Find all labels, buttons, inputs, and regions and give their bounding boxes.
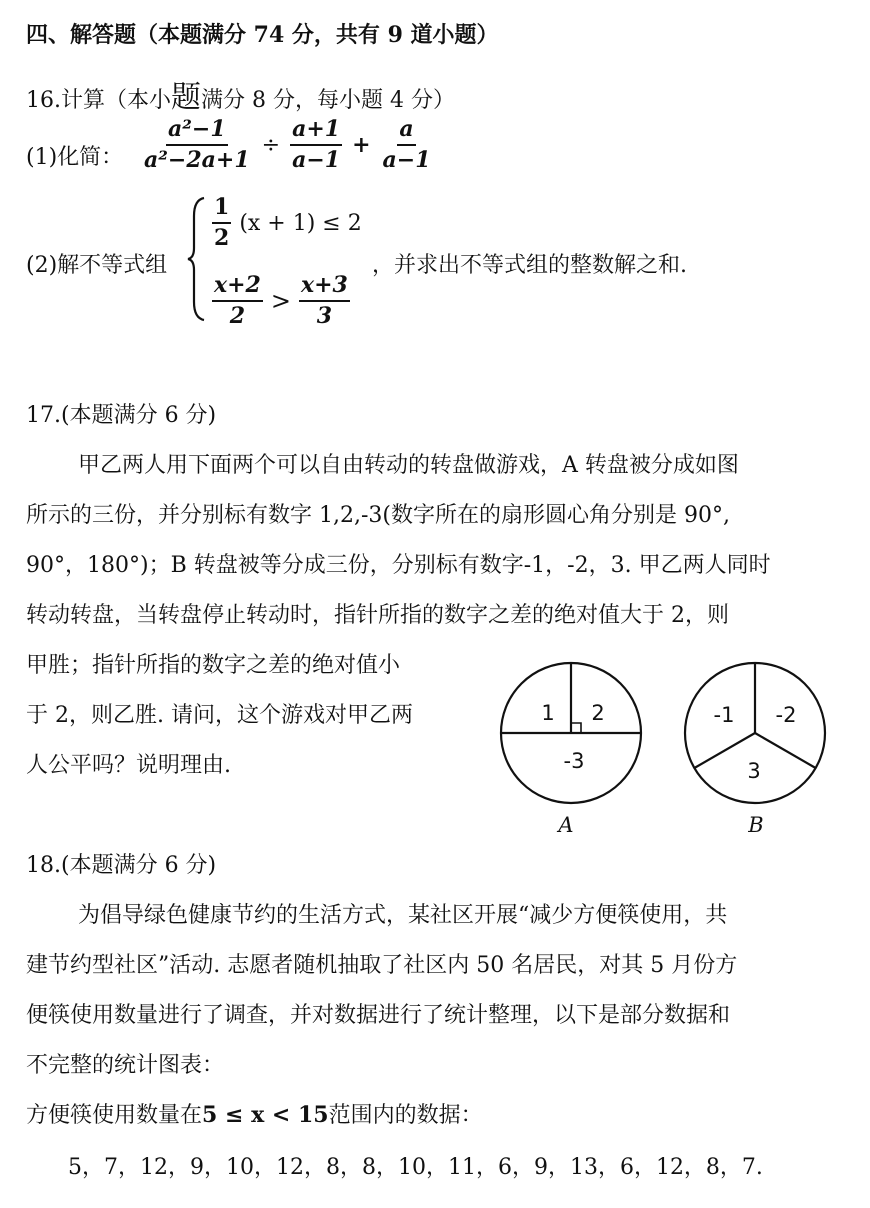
spinner-b-sector-2: -2 bbox=[775, 703, 797, 727]
spinner-b-radius-right bbox=[755, 733, 816, 768]
q18-line-4: 不完整的统计图表： bbox=[26, 1053, 225, 1078]
spinner-b-figure bbox=[680, 660, 832, 840]
q18-line-3: 便筷使用数量进行了调查，并对数据进行了统计整理，以下是部分数据和 bbox=[26, 1003, 731, 1028]
q17-line-4: 转动转盘，当转盘停止转动时，指针所指的数字之差的绝对值大于 2，则 bbox=[26, 603, 729, 628]
divide-operator: ÷ bbox=[261, 132, 281, 158]
inequality-1-rest: (x + 1) ≤ 2 bbox=[239, 210, 362, 236]
fraction-2-denominator: a−1 bbox=[292, 147, 341, 174]
q17-line-7: 人公平吗？说明理由. bbox=[26, 753, 231, 778]
inequality-2-left-numerator: x+2 bbox=[212, 274, 263, 302]
q16-heading-suffix: 满分 8 分，每小题 4 分） bbox=[201, 88, 455, 113]
q17-line-2: 所示的三份，并分别标有数字 1,2,-3(数字所在的扇形圆心角分别是 90°, bbox=[26, 503, 730, 528]
fraction-3-denominator: a−1 bbox=[382, 147, 431, 174]
fraction-1 bbox=[142, 118, 252, 172]
q16-heading-big: 题 bbox=[171, 80, 201, 115]
q18-line-5-prefix: 方便筷使用数量在 bbox=[26, 1103, 203, 1128]
spinner-b-radius-left bbox=[694, 733, 755, 768]
fraction-1-denominator: a²−2a+1 bbox=[144, 147, 250, 174]
q17-line-3: 90°，180°)；B 转盘被等分成三份，分别标有数字-1，-2，3. 甲乙两人同时 bbox=[26, 553, 771, 578]
fraction-2 bbox=[290, 118, 342, 172]
q18-data-line: 5，7，12，9，10，12，8，8，10，11，6，9，13，6，12，8，7. bbox=[68, 1155, 763, 1180]
half-fraction bbox=[212, 196, 231, 250]
q18-range-math: 5 ≤ x < 15 bbox=[202, 1102, 329, 1128]
inequality-2-left-denominator: 2 bbox=[229, 303, 246, 330]
plus-operator: + bbox=[352, 132, 371, 159]
q16-part1-expression bbox=[138, 118, 437, 172]
spinner-a-sector-2: 2 bbox=[591, 701, 605, 725]
q17-line-1: 甲乙两人用下面两个可以自由转动的转盘做游戏，A 转盘被分成如图 bbox=[78, 453, 739, 478]
fraction-2-numerator: a+1 bbox=[290, 118, 342, 146]
greater-than-operator: > bbox=[270, 287, 291, 316]
q18-line-2: 建节约型社区”活动. 志愿者随机抽取了社区内 50 名居民，对其 5 月份方 bbox=[26, 953, 738, 978]
fraction-3 bbox=[381, 118, 433, 172]
left-brace-icon bbox=[186, 196, 208, 322]
inequality-2-right-denominator: 3 bbox=[316, 303, 333, 330]
q18-line-5 bbox=[26, 1098, 483, 1129]
inequality-1 bbox=[208, 196, 362, 250]
half-numerator: 1 bbox=[212, 196, 231, 224]
inequality-2-right-numerator: x+3 bbox=[299, 274, 350, 302]
spinner-b-caption: B bbox=[748, 813, 764, 837]
fraction-1-numerator: a²−1 bbox=[166, 118, 228, 146]
q18-heading: 18.(本题满分 6 分) bbox=[26, 853, 217, 878]
q16-part1-label: (1)化简： bbox=[26, 145, 124, 170]
spinner-a-figure bbox=[496, 660, 648, 840]
spinner-b-sector-1: -1 bbox=[713, 703, 735, 727]
q18-line-5-suffix: 范围内的数据： bbox=[328, 1103, 483, 1128]
q16-part2-label: (2)解不等式组 bbox=[26, 253, 168, 278]
spinner-a-caption: A bbox=[558, 813, 574, 837]
spinner-a-sector-3: -3 bbox=[563, 749, 585, 773]
q16-heading-prefix: 16.计算（本小 bbox=[26, 88, 171, 113]
q17-line-5: 甲胜；指针所指的数字之差的绝对值小 bbox=[26, 653, 401, 678]
q18-line-1: 为倡导绿色健康节约的生活方式，某社区开展“减少方便筷使用，共 bbox=[78, 903, 728, 928]
fraction-3-numerator: a bbox=[397, 118, 415, 146]
q17-line-6: 于 2，则乙胜. 请问，这个游戏对甲乙两 bbox=[26, 703, 413, 728]
inequality-2 bbox=[208, 274, 354, 328]
right-angle-icon bbox=[571, 723, 581, 733]
spinner-b-sector-3: 3 bbox=[747, 759, 761, 783]
q17-heading: 17.(本题满分 6 分) bbox=[26, 403, 217, 428]
inequality-2-right bbox=[299, 274, 350, 328]
spinner-a-sector-1: 1 bbox=[541, 701, 555, 725]
q16-heading bbox=[26, 72, 455, 116]
inequality-2-left bbox=[212, 274, 263, 328]
half-denominator: 2 bbox=[214, 225, 230, 252]
section-title: 四、解答题（本题满分 74 分，共有 9 道小题） bbox=[26, 22, 499, 48]
q16-part2-tail: ，并求出不等式组的整数解之和. bbox=[372, 253, 687, 278]
